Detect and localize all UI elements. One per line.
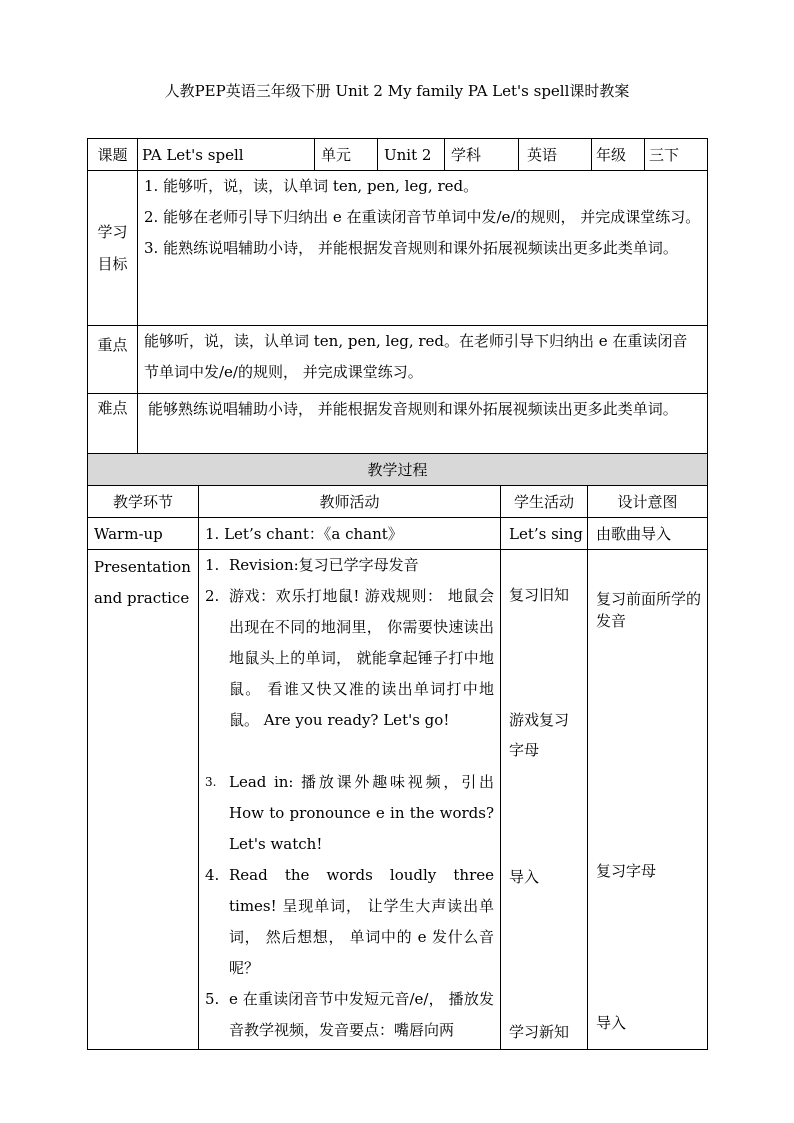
goal-item: 3. 能熟练说唱辅助小诗， 并能根据发音规则和课外拓展视频读出更多此类单词。 xyxy=(144,239,678,257)
warmup-student: Let’s sing xyxy=(501,518,588,550)
teacher-step: 5. e 在重读闭音节中发短元音/e/， 播放发音教学视频，发音要点：嘴唇向两 xyxy=(205,990,494,1039)
intent-note: 复习字母 xyxy=(596,862,657,880)
lesson-info-table xyxy=(87,138,708,457)
intent-note: 导入 xyxy=(596,1014,627,1032)
grade-value: 三下 xyxy=(645,139,708,171)
goals-content xyxy=(138,171,708,326)
goal-item: 1. 能够听，说，读，认单词 ten, pen, leg, red。 xyxy=(144,177,479,195)
topic-value: PA Let's spell xyxy=(138,139,315,171)
student-note: 游戏复习字母 xyxy=(509,711,570,759)
column-header-student: 学生活动 xyxy=(501,486,588,518)
presentation-stage: Presentation and practice xyxy=(88,550,199,1050)
goals-label-line-1: 学习 xyxy=(97,223,128,241)
key-points-label: 重点 xyxy=(88,326,138,394)
presentation-teacher xyxy=(199,550,501,1050)
difficulties-label: 难点 xyxy=(88,394,138,457)
presentation-student xyxy=(501,550,588,1050)
document-title: 人教PEP英语三年级下册 Unit 2 My family PA Let's spell课时教案 xyxy=(164,82,630,100)
student-note: 学习新知 xyxy=(509,1023,570,1041)
subject-value: 英语 xyxy=(519,139,592,171)
teacher-step: 3. Lead in: 播放课外趣味视频，引出 How to pronounce e in the words?Let's watch! xyxy=(205,773,494,853)
goals-label-line-2: 目标 xyxy=(97,255,128,273)
presentation-intent xyxy=(588,550,708,1050)
teaching-process-table xyxy=(87,453,708,1050)
warmup-intent: 由歌曲导入 xyxy=(588,518,708,550)
topic-label: 课题 xyxy=(88,139,138,171)
intent-note: 复习前面所学的发音 xyxy=(596,590,702,630)
warmup-stage: Warm-up xyxy=(88,518,199,550)
teacher-step: 4. Read the words loudly three times! 呈现单词， 让学生大声读出单词， 然后想想， 单词中的 e 发什么音呢？ xyxy=(205,866,494,977)
teacher-step: 1. Revision:复习已学字母发音 xyxy=(205,556,419,574)
key-points-text: 能够听，说，读，认单词 ten, pen, leg, red。在老师引导下归纳出 e 在重读闭音节单词中发/e/的规则， 并完成课堂练习。 xyxy=(138,326,708,394)
grade-label: 年级 xyxy=(592,139,645,171)
unit-label: 单元 xyxy=(315,139,378,171)
difficulties-text: 能够熟练说唱辅助小诗， 并能根据发音规则和课外拓展视频读出更多此类单词。 xyxy=(138,394,708,457)
process-heading: 教学过程 xyxy=(88,454,708,486)
unit-value: Unit 2 xyxy=(378,139,445,171)
student-note: 导入 xyxy=(509,868,540,886)
teacher-step: 2. 游戏：欢乐打地鼠! 游戏规则： 地鼠会出现在不同的地洞里， 你需要快速读出地鼠头上的单词， 就能拿起锤子打中地鼠。 看谁又快又准的读出单词打中地鼠。 Are you ready? Let's go! xyxy=(205,587,494,729)
column-header-teacher: 教师活动 xyxy=(199,486,501,518)
warmup-teacher: 1. Let’s chant：《a chant》 xyxy=(199,518,501,550)
goal-item: 2. 能够在老师引导下归纳出 e 在重读闭音节单词中发/e/的规则， 并完成课堂练习。 xyxy=(144,208,701,226)
column-header-intent: 设计意图 xyxy=(588,486,708,518)
goals-label xyxy=(88,171,138,326)
student-note: 复习旧知 xyxy=(509,586,570,604)
column-header-stage: 教学环节 xyxy=(88,486,199,518)
subject-label: 学科 xyxy=(445,139,519,171)
